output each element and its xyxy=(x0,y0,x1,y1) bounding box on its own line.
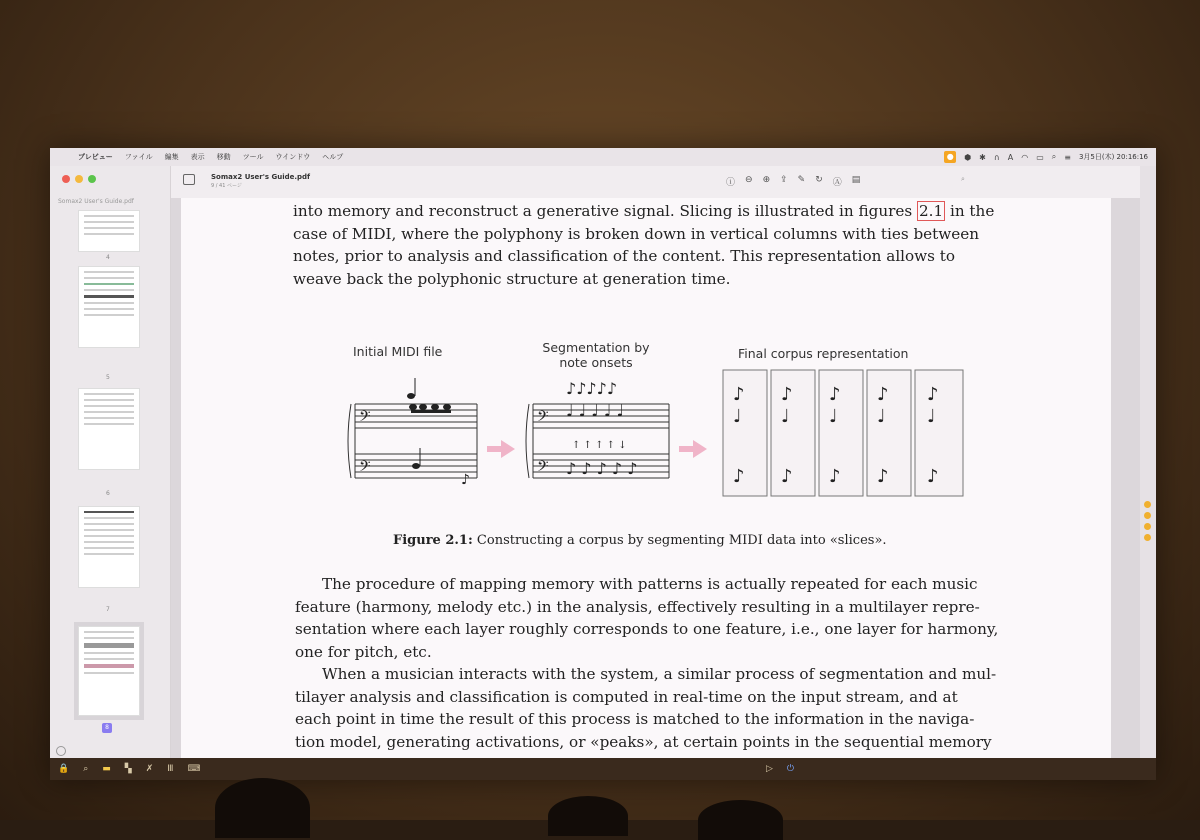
document-title: Somax2 User's Guide.pdf xyxy=(211,173,311,181)
menu-clock[interactable]: 3月5日(木) 20:16:16 xyxy=(1078,153,1148,161)
document-view xyxy=(171,198,1140,758)
markup-pen-icon[interactable]: ✎ xyxy=(797,175,806,185)
power-icon[interactable]: ⏻ xyxy=(786,764,794,774)
paragraph-line: sentation where each layer roughly corresponds to one feature, i.e., one layer for harmony, xyxy=(295,620,999,638)
toolbar xyxy=(171,166,1140,199)
svg-text:♩: ♩ xyxy=(781,406,790,427)
right-edge-strip xyxy=(1140,166,1156,758)
headphones-icon[interactable]: ∩ xyxy=(993,152,1000,162)
svg-text:♪: ♪ xyxy=(733,384,745,405)
play-icon[interactable]: ▷ xyxy=(765,764,773,774)
caption-label: Figure 2.1: xyxy=(393,533,473,548)
text-run: in the xyxy=(949,202,995,220)
thumbnail-page-number: 6 xyxy=(106,490,110,497)
menu-help[interactable]: ヘルプ xyxy=(322,153,344,161)
close-button[interactable] xyxy=(62,175,70,183)
paragraph-line: notes, prior to analysis and classification of the content. This representation allows to xyxy=(293,247,956,265)
status-dot-icon xyxy=(1144,523,1151,530)
paragraph-line xyxy=(293,200,994,223)
menu-view[interactable]: 表示 xyxy=(190,153,205,161)
menu-file[interactable]: ファイル xyxy=(124,153,153,161)
page-thumbnail[interactable] xyxy=(78,266,140,348)
page-thumbnail-selected[interactable] xyxy=(78,626,140,716)
figure-caption xyxy=(393,533,887,548)
rotate-icon[interactable]: ↻ xyxy=(815,175,823,185)
preview-window xyxy=(50,166,1140,758)
wifi-icon[interactable]: ◠ xyxy=(1021,152,1029,162)
dock-right xyxy=(766,764,794,774)
zoom-out-icon[interactable]: ⊖ xyxy=(745,175,753,185)
zoom-in-icon[interactable]: ⊕ xyxy=(762,175,771,185)
annotate-icon[interactable]: Ⓐ xyxy=(832,178,842,188)
current-page-badge: 8 xyxy=(102,723,112,733)
svg-text:♩: ♩ xyxy=(829,406,838,427)
menu-edit[interactable]: 編集 xyxy=(164,153,179,161)
sidebar-document-title: Somax2 User's Guide.pdf xyxy=(58,198,134,205)
svg-text:𝄢: 𝄢 xyxy=(537,458,549,479)
thumbnail-sidebar xyxy=(50,166,171,758)
figure-label-final: Final corpus representation xyxy=(738,346,909,361)
input-source-icon[interactable]: A xyxy=(1007,152,1014,162)
tool-icon[interactable]: ✗ xyxy=(145,764,154,774)
sidebar-toggle-icon[interactable] xyxy=(183,174,195,185)
notes-icon[interactable]: ▬ xyxy=(102,764,111,774)
svg-text:♪ ♪ ♪ ♪ ♪: ♪ ♪ ♪ ♪ ♪ xyxy=(566,459,638,478)
arrow-2 xyxy=(679,440,707,458)
menu-tools[interactable]: ツール xyxy=(242,153,264,161)
status-dot-icon xyxy=(1144,501,1151,508)
window-icon[interactable]: ▚ xyxy=(124,764,132,774)
status-dot-icon xyxy=(1144,512,1151,519)
svg-text:↑ ↑ ↑ ↑ ↓: ↑ ↑ ↑ ↑ ↓ xyxy=(572,440,627,451)
projected-screen xyxy=(50,148,1156,780)
thumbnail-page-number: 7 xyxy=(106,606,110,613)
pdf-page xyxy=(181,198,1111,758)
shield-icon[interactable]: ⬢ xyxy=(964,152,972,162)
svg-text:♪: ♪ xyxy=(829,384,841,405)
menu-bar xyxy=(50,148,1156,167)
bars-icon[interactable]: Ⅲ xyxy=(167,764,174,774)
figure-label-initial: Initial MIDI file xyxy=(353,344,443,359)
status-dot-icon xyxy=(1144,534,1151,541)
svg-text:♪: ♪ xyxy=(461,472,470,488)
svg-text:♩: ♩ xyxy=(927,406,936,427)
menu-go[interactable]: 移動 xyxy=(216,153,231,161)
lock-icon[interactable]: 🔒 xyxy=(58,764,70,774)
search-icon[interactable]: ⌕ xyxy=(83,764,89,774)
svg-text:♪: ♪ xyxy=(781,384,793,405)
paragraph-line: tilayer analysis and classification is computed in real-time on the input stream, and at xyxy=(295,687,958,706)
figure-label-line: Segmentation by xyxy=(542,340,650,355)
paragraph-line: The procedure of mapping memory with patterns is actually repeated for each music xyxy=(322,575,978,593)
segmentation-notes xyxy=(537,379,637,479)
svg-text:𝄢: 𝄢 xyxy=(537,408,549,429)
text-run: into memory and reconstruct a generative signal. Slicing is illustrated in figures xyxy=(293,202,913,220)
search-field[interactable]: ⌕ xyxy=(961,175,965,183)
paragraph-line: When a musician interacts with the system, a similar process of segmentation and mul- xyxy=(322,665,997,683)
keyboard-icon[interactable]: ⌨ xyxy=(187,764,201,774)
form-icon[interactable]: ▤ xyxy=(851,175,861,185)
svg-text:♪♪♪♪♪: ♪♪♪♪♪ xyxy=(566,379,618,398)
paragraph-line: feature (harmony, melody etc.) in the analysis, effectively resulting in a multilayer repre- xyxy=(295,597,980,616)
toolbar-icons xyxy=(726,175,860,188)
caption-text: Constructing a corpus by segmenting MIDI data into «slices». xyxy=(476,533,887,548)
svg-text:♪: ♪ xyxy=(877,384,889,405)
window-controls xyxy=(62,175,96,183)
paragraph-line: weave back the polyphonic structure at generation time. xyxy=(293,269,731,288)
arrow-1 xyxy=(487,440,515,458)
bluetooth-icon[interactable]: ✱ xyxy=(979,152,986,162)
svg-text:♩: ♩ xyxy=(733,406,742,427)
svg-text:♪: ♪ xyxy=(829,466,841,487)
paragraph-line: one for pitch, etc. xyxy=(295,642,432,661)
page-thumbnail[interactable] xyxy=(78,506,140,588)
info-icon[interactable]: ⓘ xyxy=(726,178,736,188)
minimize-button[interactable] xyxy=(75,175,83,183)
figure-reference-link[interactable]: 2.1 xyxy=(918,202,944,220)
figure-music-notation xyxy=(341,366,1081,501)
paragraph-line: each point in time the result of this process is matched to the information in the naviga- xyxy=(295,710,975,728)
svg-text:♪: ♪ xyxy=(927,384,939,405)
share-icon[interactable]: ⇪ xyxy=(780,175,788,185)
thumbnail-page-number: 4 xyxy=(106,254,110,261)
svg-text:♪: ♪ xyxy=(781,466,793,487)
menu-preview[interactable]: プレビュー xyxy=(78,153,113,161)
sidebar-options-icon[interactable] xyxy=(56,746,66,756)
figure-label-line: note onsets xyxy=(559,355,633,370)
svg-text:𝄢: 𝄢 xyxy=(359,408,371,429)
control-center-icon[interactable]: ≡ xyxy=(1064,152,1071,162)
page-thumbnail[interactable] xyxy=(78,210,140,252)
microphone-icon[interactable]: ● xyxy=(944,151,956,163)
paragraph-line: case of MIDI, where the polyphony is broken down in vertical columns with ties between xyxy=(293,224,980,243)
svg-text:♪: ♪ xyxy=(927,466,939,487)
page-indicator: 9 / 41 ページ xyxy=(211,183,242,189)
spotlight-icon[interactable]: ⌕ xyxy=(1051,152,1057,161)
audience-head xyxy=(698,800,783,840)
thumbnail-page-number: 5 xyxy=(106,374,110,381)
audience-head xyxy=(215,778,310,838)
zoom-button[interactable] xyxy=(88,175,96,183)
svg-text:♩: ♩ xyxy=(877,406,886,427)
paragraph-line: tion model, generating activations, or «peaks», at certain points in the sequential memory xyxy=(295,732,992,751)
page-thumbnail[interactable] xyxy=(78,388,140,470)
dock-bar xyxy=(50,758,1156,780)
svg-text:♪: ♪ xyxy=(733,466,745,487)
svg-text:♩ ♩ ♩ ♩ ♩: ♩ ♩ ♩ ♩ ♩ xyxy=(566,401,625,420)
battery-icon[interactable]: ▭ xyxy=(1036,152,1044,162)
svg-text:♪: ♪ xyxy=(877,466,889,487)
menu-window[interactable]: ウインドウ xyxy=(275,153,311,161)
status-area xyxy=(944,151,1148,163)
svg-text:𝄢: 𝄢 xyxy=(359,458,371,479)
audience-head xyxy=(548,796,628,836)
